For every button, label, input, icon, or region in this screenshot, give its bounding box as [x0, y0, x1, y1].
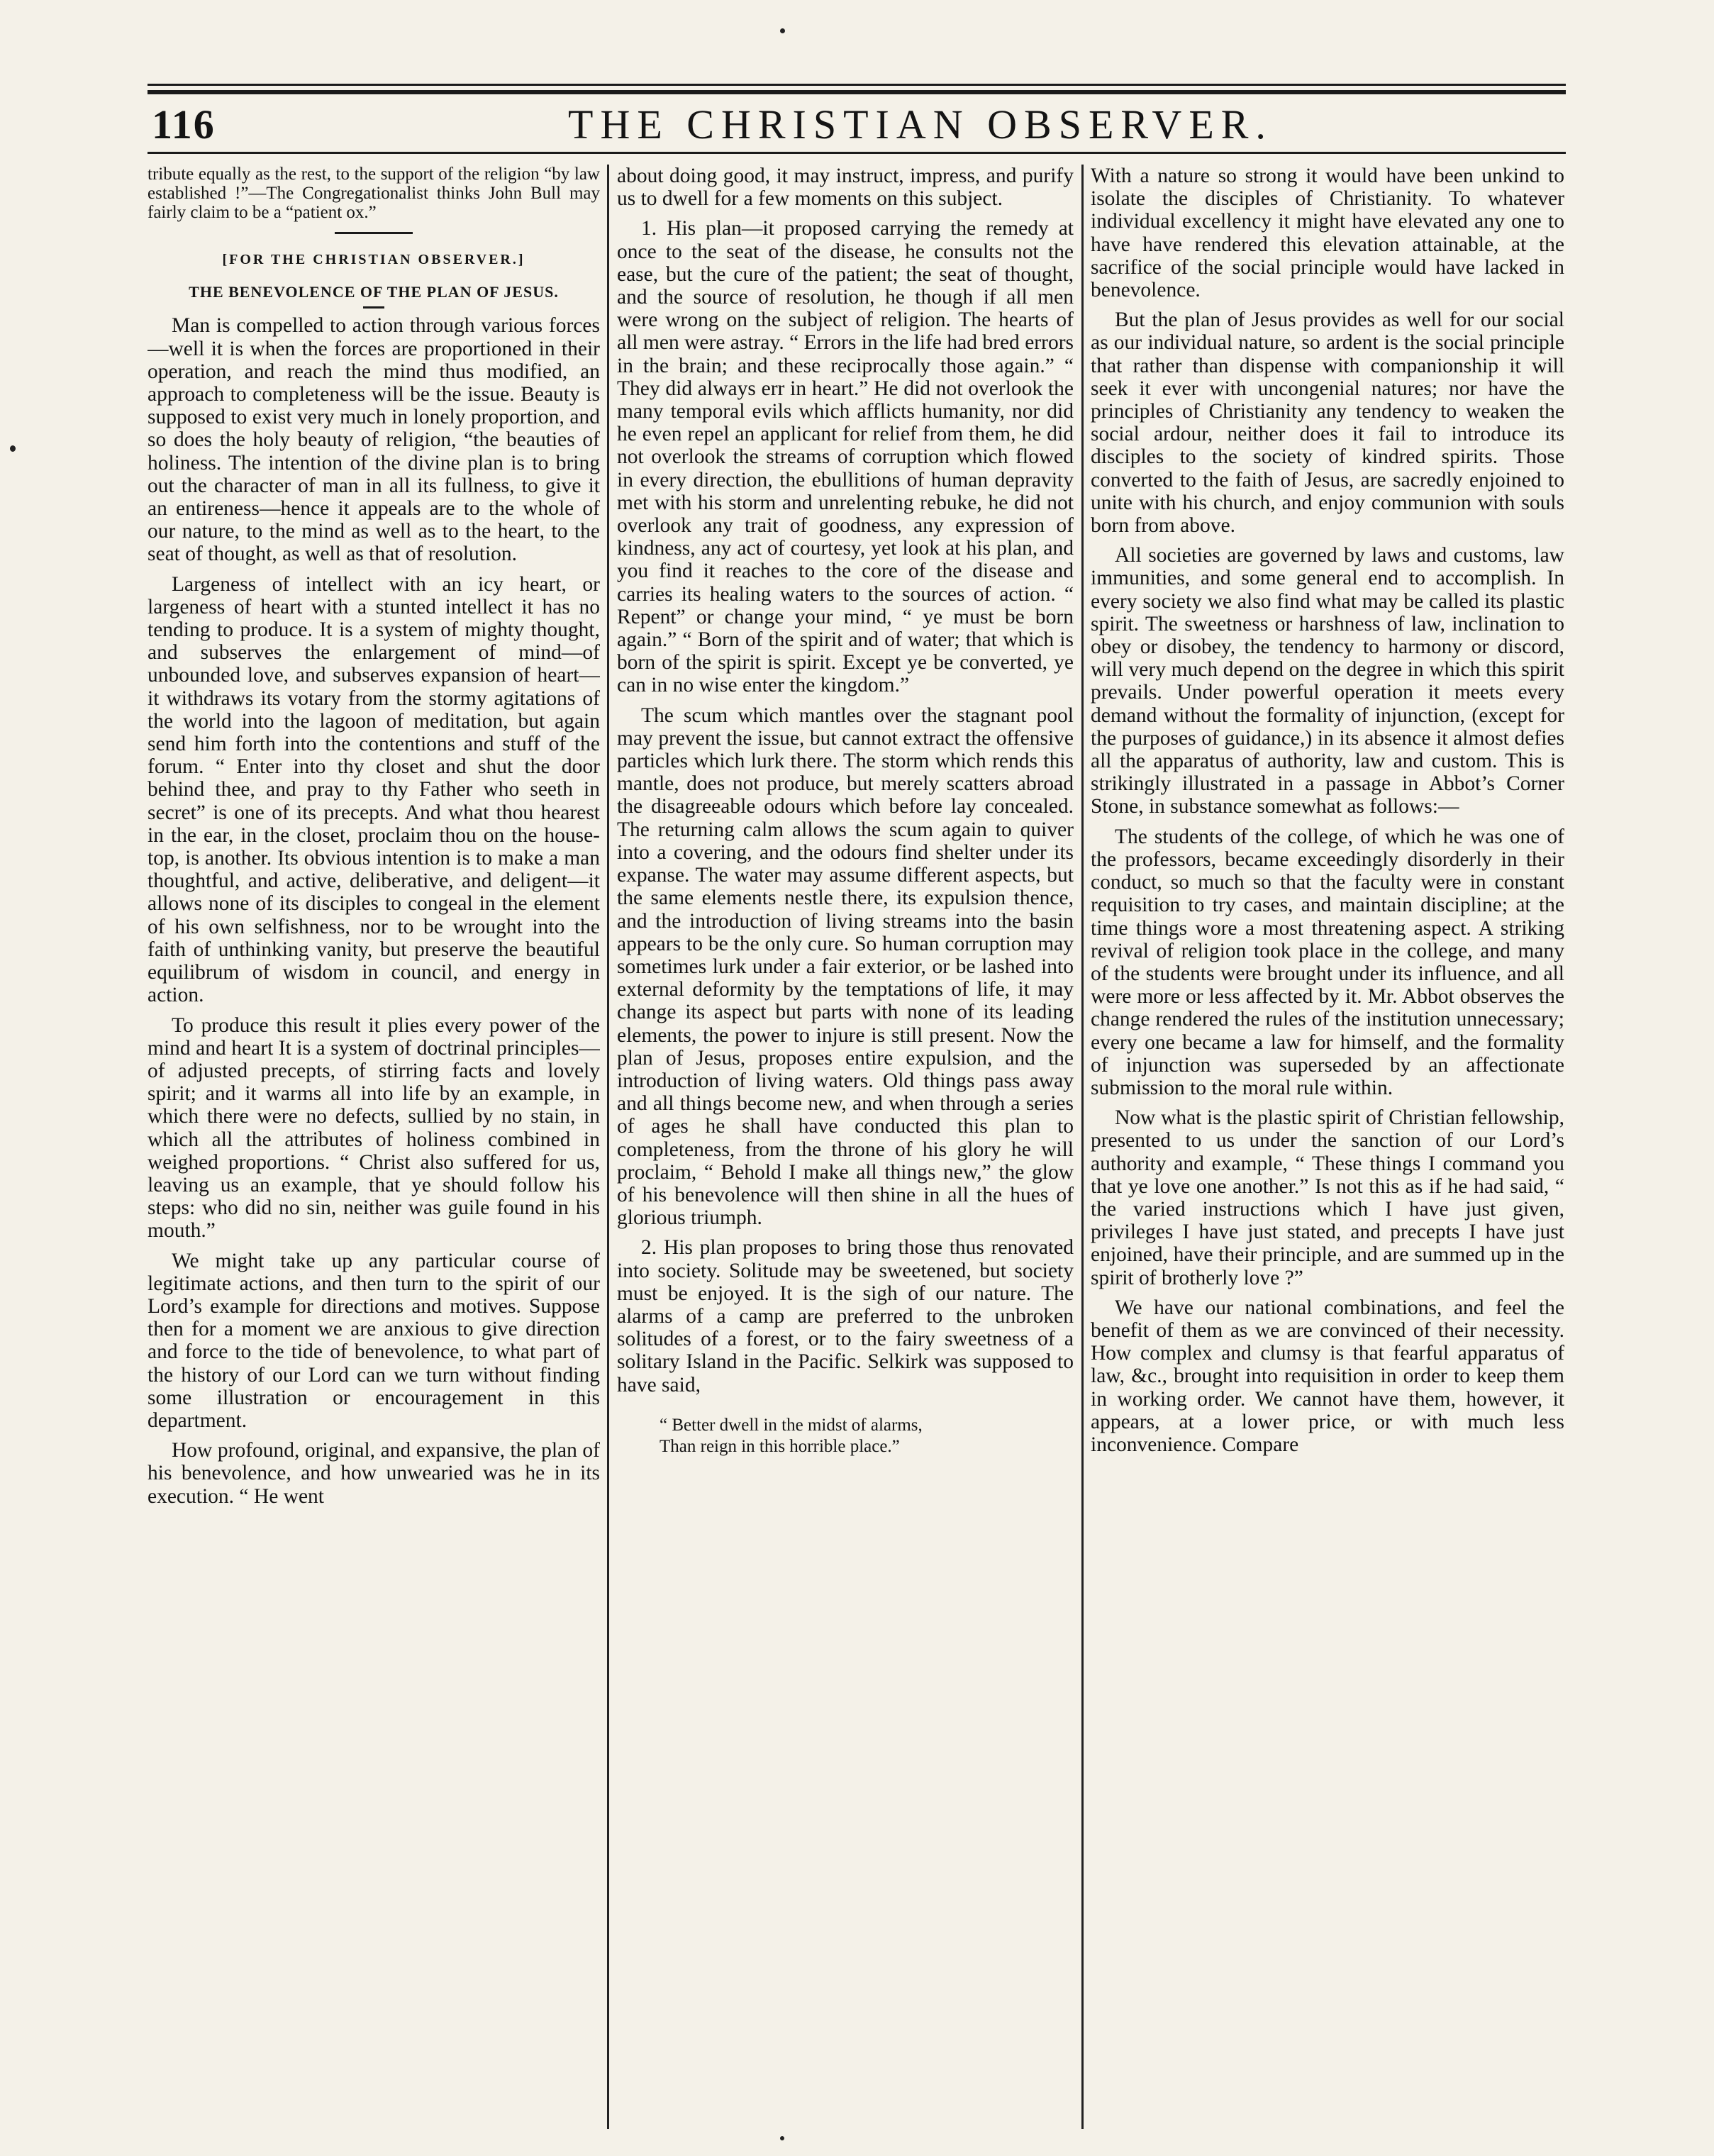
section-divider — [335, 232, 413, 234]
page-body — [148, 165, 1566, 2129]
paragraph: All societies are governed by laws and customs, law immunities, and some general end to accomplish. In every society we also find what may be called its plastic spirit. The sweetness or harshness of law, inclination to obey or disobey, the tendency to harmony or discord, will very much depend on the degree in which this spirit prevails. Under powerful operation it meets every demand without the formality of injunction, (except for the purposes of guidance,) in its absence it almost defies all the apparatus of authority, law and custom. This is strikingly illustrated in a passage in Abbot’s Corner Stone, in substance somewhat as follows:— — [1091, 544, 1564, 818]
masthead-top-rule — [148, 84, 1566, 86]
carryover-paragraph: With a nature so strong it would have been unkind to isolate the disciples of Christianity. To whatever individual excellency it might have elevated any one to have have rendered this elevation attainable, at the sacrifice of the social principle would have lacked in benevolence. — [1091, 165, 1564, 302]
masthead — [148, 84, 1566, 155]
column-1 — [148, 165, 600, 2129]
column-2 — [617, 165, 1074, 2129]
verse-quotation — [660, 1415, 1074, 1457]
journal-title: THE CHRISTIAN OBSERVER. — [568, 101, 1273, 148]
column-divider — [1081, 165, 1084, 2129]
paragraph: We have our national combinations, and feel the benefit of them as we are convinced of their necessity. How complex and clumsy is that fearful apparatus of law, &c., brought into requisition in order to keep them in working order. We cannot have them, however, it appears, at a lower price, or with much less inconvenience. Compare — [1091, 1296, 1564, 1456]
paragraph: How profound, original, and expansive, the plan of his benevolence, and how unwearied was he in its execution. “ He went — [148, 1439, 600, 1508]
paragraph: Now what is the plastic spirit of Christian fellowship, presented to us under the sanction of our Lord’s authority and example, “ These things I command you that ye love one another.” Is not this as if he had said, “ the varied instructions which I have just given, privileges I have just stated, and precepts I have just enjoined, have their principle, and are summed up in the spirit of brotherly love ?” — [1091, 1106, 1564, 1289]
article-title: THE BENEVOLENCE OF THE PLAN OF JESUS. — [189, 283, 559, 301]
paragraph: We might take up any particular course of legitimate actions, and then turn to the spirit of our Lord’s example for directions and motives. Suppose then for a moment we are anxious to give direction and force to the tide of benevolence, to what part of the history of our Lord can we turn without finding some illustration or encouragement in this department. — [148, 1249, 600, 1432]
column-3 — [1091, 165, 1564, 2129]
ink-speck — [10, 445, 16, 452]
ink-speck — [780, 28, 785, 33]
paragraph: The scum which mantles over the stagnant pool may prevent the issue, but cannot extract the offensive particles which lurk there. The storm which rends this mantle, does not produce, but merely scatters abroad the disagreeable odours which before lay concealed. The returning calm allows the scum again to quiver into a covering, and the odours find shelter under its expanse. The water may assume different aspects, but the same elements nestle there, its expulsion thence, and the introduction of living streams into the basin appears to be the only cure. So human corruption may sometimes lurk under a fair exterior, or be lashed into external deformity by the temptations of life, it may change its aspect but parts with none of its leading elements, the power to injure is still present. Now the plan of Jesus, proposes entire expulsion, and the introduction of living waters. Old things pass away and all things become new, and when through a series of ages he shall have conducted this plan to completeness, from the throne of his glory he will proclaim, “ Behold I make all things new,” the glow of his benevolence will then shine in all the hues of glorious triumph. — [617, 704, 1074, 1230]
source-line: [FOR THE CHRISTIAN OBSERVER.] — [222, 252, 525, 267]
carryover-paragraph: about doing good, it may instruct, impress, and purify us to dwell for a few moments on this subject. — [617, 165, 1074, 211]
column-divider — [607, 165, 609, 2129]
paragraph: To produce this result it plies every power of the mind and heart It is a system of doctrinal principles—of adjusted precepts, of stirring facts and lovely spirit; and it warms all into life by an example, in which there were no defects, sullied by no stain, in which all the attributes of holiness combined in weighed proportions. “ Christ also suffered for us, leaving us an example, that ye should follow his steps: who did no sin, neither was guile found in his mouth.” — [148, 1013, 600, 1243]
paragraph: The students of the college, of which he was one of the professors, became exceedingly disorderly in their conduct, so much so that the faculty were in constant requisition to try cases, and maintain discipline; at the time things wore a most threatening aspect. A striking revival of religion took place in the college, and many of the students were brought under its influence, and all were more or less affected by it. Mr. Abbot observes the change rendered the rules of the institution unnecessary; every one became a law for himself, and the formality of injunction was superseded by an affectionate submission to the moral rule within. — [1091, 825, 1564, 1099]
masthead-bottom-rule — [148, 152, 1566, 154]
paragraph: Largeness of intellect with an icy heart, or largeness of heart with a stunted intellect it has no tending to produce. It is a system of mighty thought, and subserves the enlargement of mind—of unbounded love, and subserves expansion of heart—it withdraws its votary from the stormy agitations of the world into the lagoon of meditation, but again send him forth into the contentions and stuff of the forum. “ Enter into thy closet and shut the door behind thee, and pray to thy Father who seeth in secret” is one of its precepts. And what thou hearest in the ear, in the closet, proclaim thou on the house-top, is another. Its obvious intention is to make a man thoughtful, and active, deliberative, and deligent—it allows none of its disciples to congeal in the element of his own selfishness, nor to be wrought into the faith of unthinking vanity, but preserve the beautiful equilibrum of wisdom in council, and energy in action. — [148, 572, 600, 1007]
paragraph: Man is compelled to action through various forces—well it is when the forces are proportioned in their operation, and reach the mind thus modified, an approach to completeness will be the issue. Beauty is supposed to exist very much in lonely proportion, and so does the holy beauty of religion, “the beauties of holiness. The intention of the divine plan is to bring out the character of man in all its fullness, to give it an entireness—hence it appeals are to the whole of our nature, to the mind as well as to the heart, to the seat of thought, as well as that of resolution. — [148, 314, 600, 566]
verse-line: Than reign in this horrible place.” — [660, 1436, 900, 1456]
verse-line: “ Better dwell in the midst of alarms, — [660, 1415, 923, 1435]
title-divider — [363, 306, 384, 309]
paragraph: 1. His plan—it proposed carrying the remedy at once to the seat of the disease, he consults not the ease, but the cure of the patient; the seat of thought, and the source of resolution, he though if all men were wrong on the subject of religion. The hearts of all men were astray. “ Errors in the life had bred errors in the brain; and these reciprocally those again.” “ They did always err in heart.” He did not overlook the many temporal evils which afflicts humanity, nor did he even repel an applicant for relief from them, he did not overlook the streams of corruption which flowed in every direction, the ebullitions of human depravity met with his storm and unrelenting rebuke, he did not overlook any trait of goodness, any expression of kindness, any act of courtesy, yet look at his plan, and you find it reaches to the core of the disease and carries its healing waters to the sources of action. “ Repent” or change your mind, “ ye must be born again.” “ Born of the spirit and of water; that which is born of the spirit is spirit. Except ye be converted, ye can in no wise enter the kingdom.” — [617, 217, 1074, 697]
page-number: 116 — [152, 101, 216, 148]
paragraph: But the plan of Jesus provides as well for our social as our individual nature, so ardent is the social principle that rather than dispense with companionship it will seek it ever with uncongenial natures; nor have the principles of Christianity any tendency to weaken the social ardour, neither does it fail to introduce its disciples to the society of kindred spirits. Those converted to the faith of Jesus, are sacredly enjoined to unite with his church, and enjoy communion with souls born from above. — [1091, 309, 1564, 538]
masthead-thick-rule — [148, 90, 1566, 94]
paragraph: 2. His plan proposes to bring those thus renovated into society. Solitude may be sweetened, but society must be enjoyed. It is the sigh of our nature. The alarms of a camp are preferred to the unbroken solitudes of a forest, or to the fairy sweetness of a solitary Island in the Pacific. Selkirk was supposed to have said, — [617, 1236, 1074, 1396]
ink-speck — [780, 2136, 784, 2140]
carryover-paragraph: tribute equally as the rest, to the support of the religion “by law established !”—The Congregationalist thinks John Bull may fairly claim to be a “patient ox.” — [148, 165, 600, 222]
